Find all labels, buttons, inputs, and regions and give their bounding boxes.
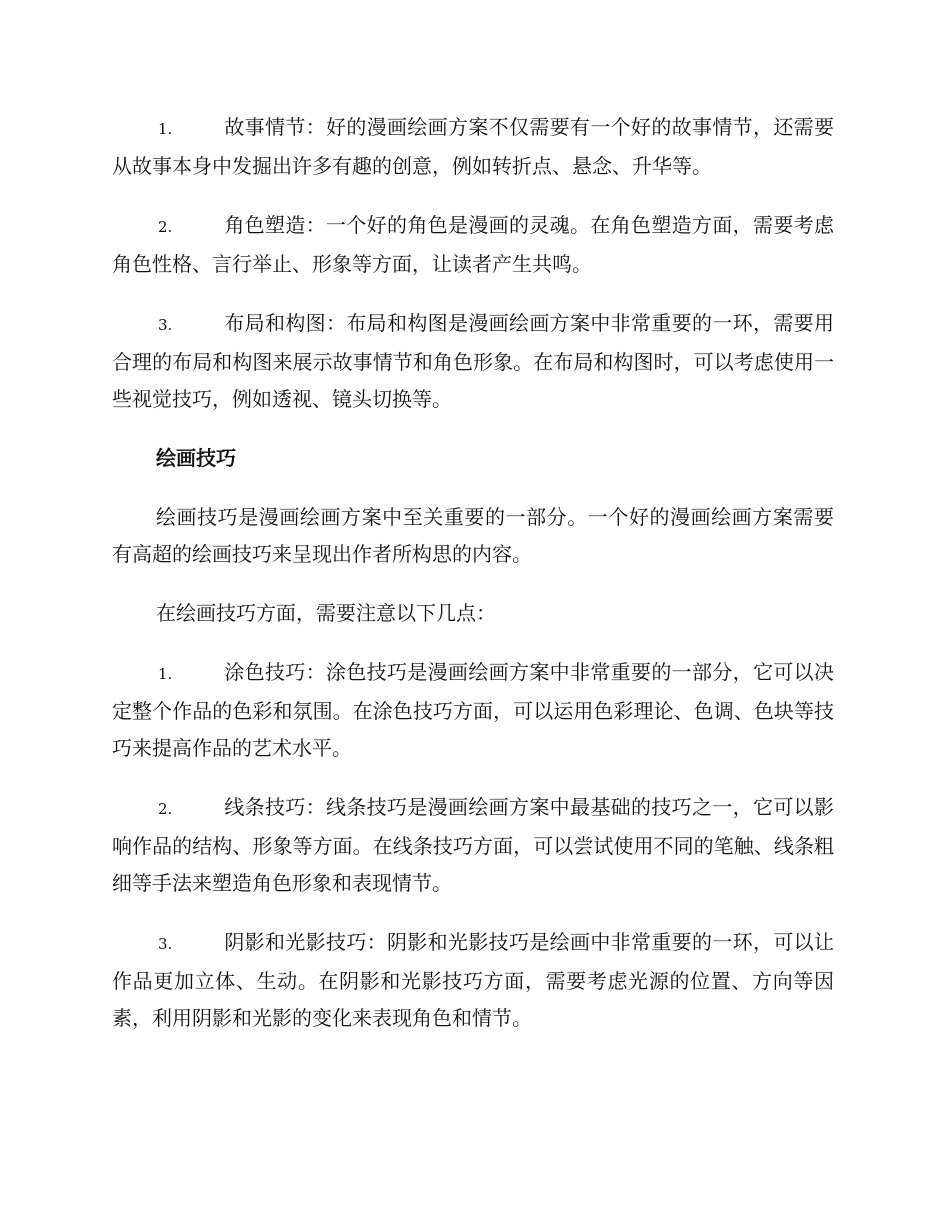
- list-item: [112, 305, 834, 418]
- lead-paragraph: 在绘画技巧方面，需要注意以下几点：: [156, 601, 496, 625]
- list-item-text: 角色塑造：一个好的角色是漫画的灵魂。在角色塑造方面，需要考虑角色性格、言行举止、形象等方面，让读者产生共鸣。: [112, 213, 834, 276]
- list-number: 3.: [158, 935, 173, 953]
- intro-paragraph: 绘画技巧是漫画绘画方案中至关重要的一部分。一个好的漫画绘画方案需要有高超的绘画技巧来呈现出作者所构思的内容。: [112, 505, 834, 566]
- list-number: 2.: [158, 800, 173, 818]
- list-number: 2.: [158, 218, 173, 236]
- list-number: 1.: [158, 665, 173, 683]
- list-item-text: 阴影和光影技巧：阴影和光影技巧是绘画中非常重要的一环，可以让作品更加立体、生动。在阴影和光影技巧方面，需要考虑光源的位置、方向等因素，利用阴影和光影的变化来表现角色和情节。: [112, 930, 834, 1030]
- list-item: [112, 207, 834, 283]
- list-item: [112, 654, 834, 767]
- list-item-text: 线条技巧：线条技巧是漫画绘画方案中最基础的技巧之一，它可以影响作品的结构、形象等方面。在线条技巧方面，可以尝试使用不同的笔触、线条粗细等手法来塑造角色形象和表现情节。: [112, 795, 834, 895]
- list-item-text: 故事情节：好的漫画绘画方案不仅需要有一个好的故事情节，还需要从故事本身中发掘出许多有趣的创意，例如转折点、悬念、升华等。: [112, 115, 834, 178]
- list-item: [112, 924, 834, 1037]
- list-item-text: 涂色技巧：涂色技巧是漫画绘画方案中非常重要的一部分，它可以决定整个作品的色彩和氛围。在涂色技巧方面，可以运用色彩理论、色调、色块等技巧来提高作品的艺术水平。: [112, 660, 834, 760]
- list-item-text: 布局和构图：布局和构图是漫画绘画方案中非常重要的一环，需要用合理的布局和构图来展示故事情节和角色形象。在布局和构图时，可以考虑使用一些视觉技巧，例如透视、镜头切换等。: [112, 311, 834, 411]
- list-item: [112, 109, 834, 185]
- section-heading: 绘画技巧: [156, 446, 236, 470]
- document-page: [112, 109, 834, 1059]
- list-item: [112, 789, 834, 902]
- list-number: 3.: [158, 316, 173, 334]
- list-number: 1.: [158, 120, 173, 138]
